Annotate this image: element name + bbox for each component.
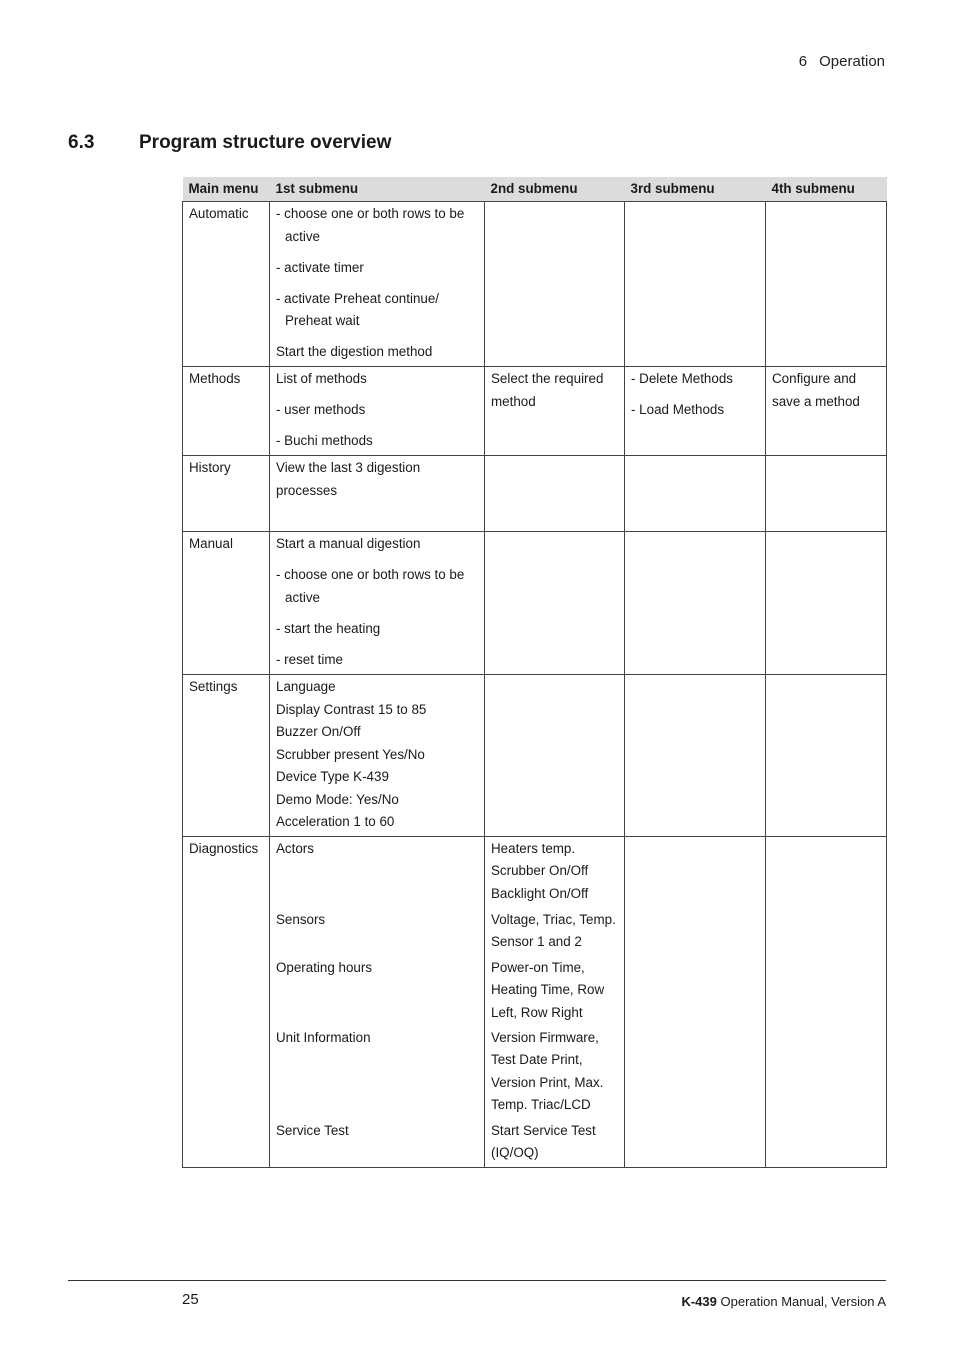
cell-main-methods: Methods [183,367,270,456]
text-line: Left, Row Right [491,1004,583,1020]
list-item-continuation: active [285,589,320,605]
text-line: save a method [772,393,860,409]
cell-s2-diagnostics [485,836,625,1167]
cell-s1-settings [270,675,485,837]
text-line: Version Firmware, [491,1029,599,1045]
header-1st-submenu: 1st submenu [270,177,485,202]
text-line: Temp. Triac/LCD [491,1097,591,1112]
cell-s1-manual [270,532,485,675]
cell-s3-methods [625,367,766,456]
cell-s2-automatic [485,202,625,367]
text-line: Version Print, Max. [491,1074,604,1090]
diag-detail-sensors [491,909,618,957]
cell-s4-diagnostics [766,836,887,1167]
text-line: method [491,393,536,409]
text-line: View the last 3 digestion [276,460,421,475]
header-2nd-submenu: 2nd submenu [485,177,625,202]
setting-item: Acceleration 1 to 60 [276,814,395,829]
text-line: Heaters temp. [491,840,576,856]
chapter-title: Operation [819,53,885,70]
text-line: Test Date Print, [491,1052,583,1067]
text-line: Scrubber On/Off [491,863,589,878]
diag-item-unit-information: Unit Information [276,1029,371,1045]
cell-s4-automatic [766,202,887,367]
cell-main-diagnostics: Diagnostics [183,836,270,1167]
cell-s4-settings [766,675,887,837]
list-item: - reset time [276,651,343,667]
cell-s2-history [485,456,625,532]
page-number: 25 [182,1291,199,1308]
text-line: Heating Time, Row [491,982,605,997]
footer-doc-info [681,1294,886,1309]
cell-s2-settings [485,675,625,837]
table-header-row [183,177,887,202]
cell-s3-automatic [625,202,766,367]
table-row-automatic [183,202,887,367]
cell-s1-automatic [270,202,485,367]
list-item-continuation: active [285,228,320,244]
list-item-continuation: Preheat wait [285,313,360,328]
program-structure-table [182,177,887,1168]
setting-item: Buzzer On/Off [276,724,361,739]
list-item: - choose one or both rows to be [276,206,465,221]
text-line: Voltage, Triac, Temp. [491,911,616,927]
cell-s4-history [766,456,887,532]
list-item: Start the digestion method [276,344,433,359]
table-row-history [183,456,887,532]
cell-s3-history [625,456,766,532]
cell-main-manual: Manual [183,532,270,675]
setting-item: Language [276,679,336,694]
list-item: - choose one or both rows to be [276,567,465,582]
table-row-diagnostics [183,836,887,1167]
list-item: - Load Methods [631,402,725,417]
list-item: - activate timer [276,259,364,275]
table-row-manual [183,532,887,675]
text-line: (IQ/OQ) [491,1145,539,1160]
cell-main-settings: Settings [183,675,270,837]
text-line: Backlight On/Off [491,885,589,901]
header-4th-submenu: 4th submenu [766,177,887,202]
diag-item-service-test: Service Test [276,1122,349,1138]
diag-detail-unit-information [491,1027,618,1120]
list-item: - start the heating [276,620,381,636]
setting-item: Demo Mode: Yes/No [276,791,399,807]
text-line: Configure and [772,371,857,386]
diag-detail-service-test [491,1120,618,1165]
cell-s1-methods [270,367,485,456]
cell-s2-methods [485,367,625,456]
list-item: Start a manual digestion [276,536,421,551]
header-main-menu: Main menu [183,177,270,202]
cell-s2-manual [485,532,625,675]
text-line: Power-on Time, [491,959,585,975]
cell-s1-diagnostics [270,836,485,1167]
cell-main-history: History [183,456,270,532]
diag-item-operating-hours: Operating hours [276,959,373,975]
cell-s3-diagnostics [625,836,766,1167]
table-row-settings [183,675,887,837]
text-line: Select the required [491,371,604,386]
text-line: processes [276,482,338,498]
diag-detail-actors [491,838,618,909]
diag-item-sensors: Sensors [276,911,326,927]
section-title: Program structure overview [139,132,392,153]
list-item: - user methods [276,402,366,417]
setting-item: Display Contrast 15 to 85 [276,701,427,717]
list-item: - Buchi methods [276,433,373,448]
text-line: Sensor 1 and 2 [491,934,582,949]
product-name: K-439 [681,1294,717,1309]
setting-item: Device Type K-439 [276,769,389,784]
diag-detail-operating-hours [491,957,618,1027]
header-3rd-submenu: 3rd submenu [625,177,766,202]
section-heading [68,132,391,154]
running-header [799,53,885,70]
list-item: List of methods [276,371,367,386]
table-row-methods [183,367,887,456]
cell-s3-settings [625,675,766,837]
cell-s4-methods [766,367,887,456]
cell-s1-history [270,456,485,532]
section-number: 6.3 [68,132,95,153]
diag-item-actors: Actors [276,840,314,856]
list-item: - activate Preheat continue/ [276,290,440,306]
cell-main-automatic: Automatic [183,202,270,367]
setting-item: Scrubber present Yes/No [276,746,425,762]
chapter-number: 6 [798,53,808,70]
cell-s3-manual [625,532,766,675]
text-line: Start Service Test [491,1122,596,1138]
list-item: - Delete Methods [631,371,733,386]
cell-s4-manual [766,532,887,675]
document-title: Operation Manual, Version A [720,1294,886,1309]
footer-divider [68,1280,886,1281]
